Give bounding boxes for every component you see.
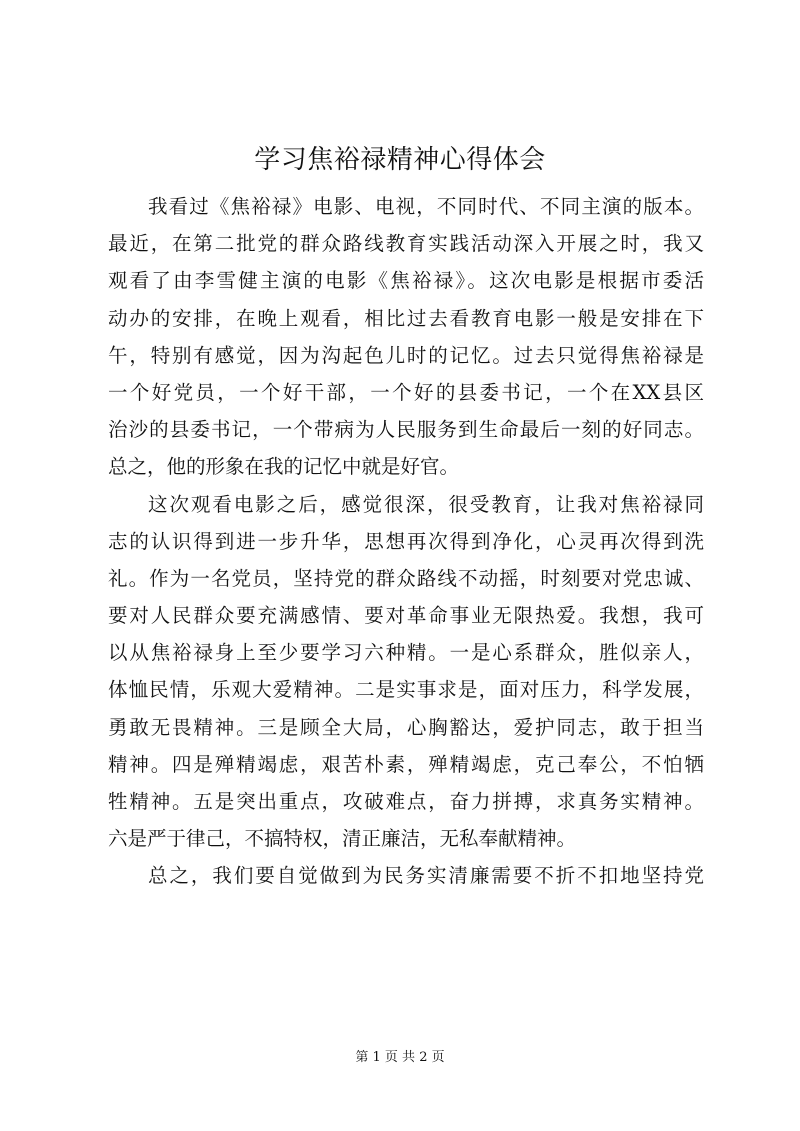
paragraph-line: 志的认识得到进一步升华，思想再次得到净化，心灵再次得到洗 — [108, 529, 704, 553]
document-body — [108, 188, 704, 895]
page-footer — [0, 1048, 800, 1068]
paragraph-line: 观看了由李雪健主演的电影《焦裕禄》。这次电影是根据市委活 — [108, 269, 704, 293]
paragraph-line: 动办的安排，在晚上观看，相比过去看教育电影一般是安排在下 — [108, 306, 704, 330]
paragraph-line: 要对人民群众要充满感情、要对革命事业无限热爱。我想，我可 — [108, 604, 704, 628]
paragraph-line: 总之，他的形象在我的记忆中就是好官。 — [108, 455, 460, 479]
paragraph-line: 午，特别有感觉，因为沟起色儿时的记忆。过去只觉得焦裕禄是 — [108, 343, 704, 367]
paragraph-line: 六是严于律己，不搞特权，清正廉洁，无私奉献精神。 — [108, 827, 577, 851]
paragraph-line: 我看过《焦裕禄》电影、电视，不同时代、不同主演的版本。 — [148, 195, 704, 218]
paragraph-line: 体恤民情，乐观大爱精神。二是实事求是，面对压力，科学发展， — [108, 678, 704, 702]
paragraph-line: 总之，我们要自觉做到为民务实清廉需要不折不扣地坚持党 — [148, 864, 704, 888]
paragraph-line: 一个好党员，一个好干部，一个好的县委书记，一个在XX县区 — [108, 380, 704, 404]
paragraph-line: 精神。四是殚精竭虑，艰苦朴素，殚精竭虑，克己奉公，不怕牺 — [108, 752, 704, 776]
paragraph-line: 这次观看电影之后，感觉很深，很受教育，让我对焦裕禄同 — [148, 492, 704, 516]
document-title: 学习焦裕禄精神心得体会 — [254, 145, 546, 175]
paragraph-line: 礼。作为一名党员，坚持党的群众路线不动摇，时刻要对党忠诚、 — [108, 566, 704, 590]
paragraph-line: 牲精神。五是突出重点，攻破难点，奋力拼搏，求真务实精神。 — [108, 790, 704, 813]
paragraph-line: 以从焦裕禄身上至少要学习六种精。一是心系群众，胜似亲人， — [108, 641, 704, 665]
paragraph-line: 勇敢无畏精神。三是顾全大局，心胸豁达，爱护同志，敢于担当 — [108, 715, 704, 739]
page-number-indicator: 第 1 页 共 2 页 — [355, 1050, 445, 1065]
paragraph-line: 治沙的县委书记，一个带病为人民服务到生命最后一刻的好同志。 — [108, 418, 704, 442]
paragraph-line: 最近，在第二批党的群众路线教育实践活动深入开展之时，我又 — [108, 232, 704, 256]
